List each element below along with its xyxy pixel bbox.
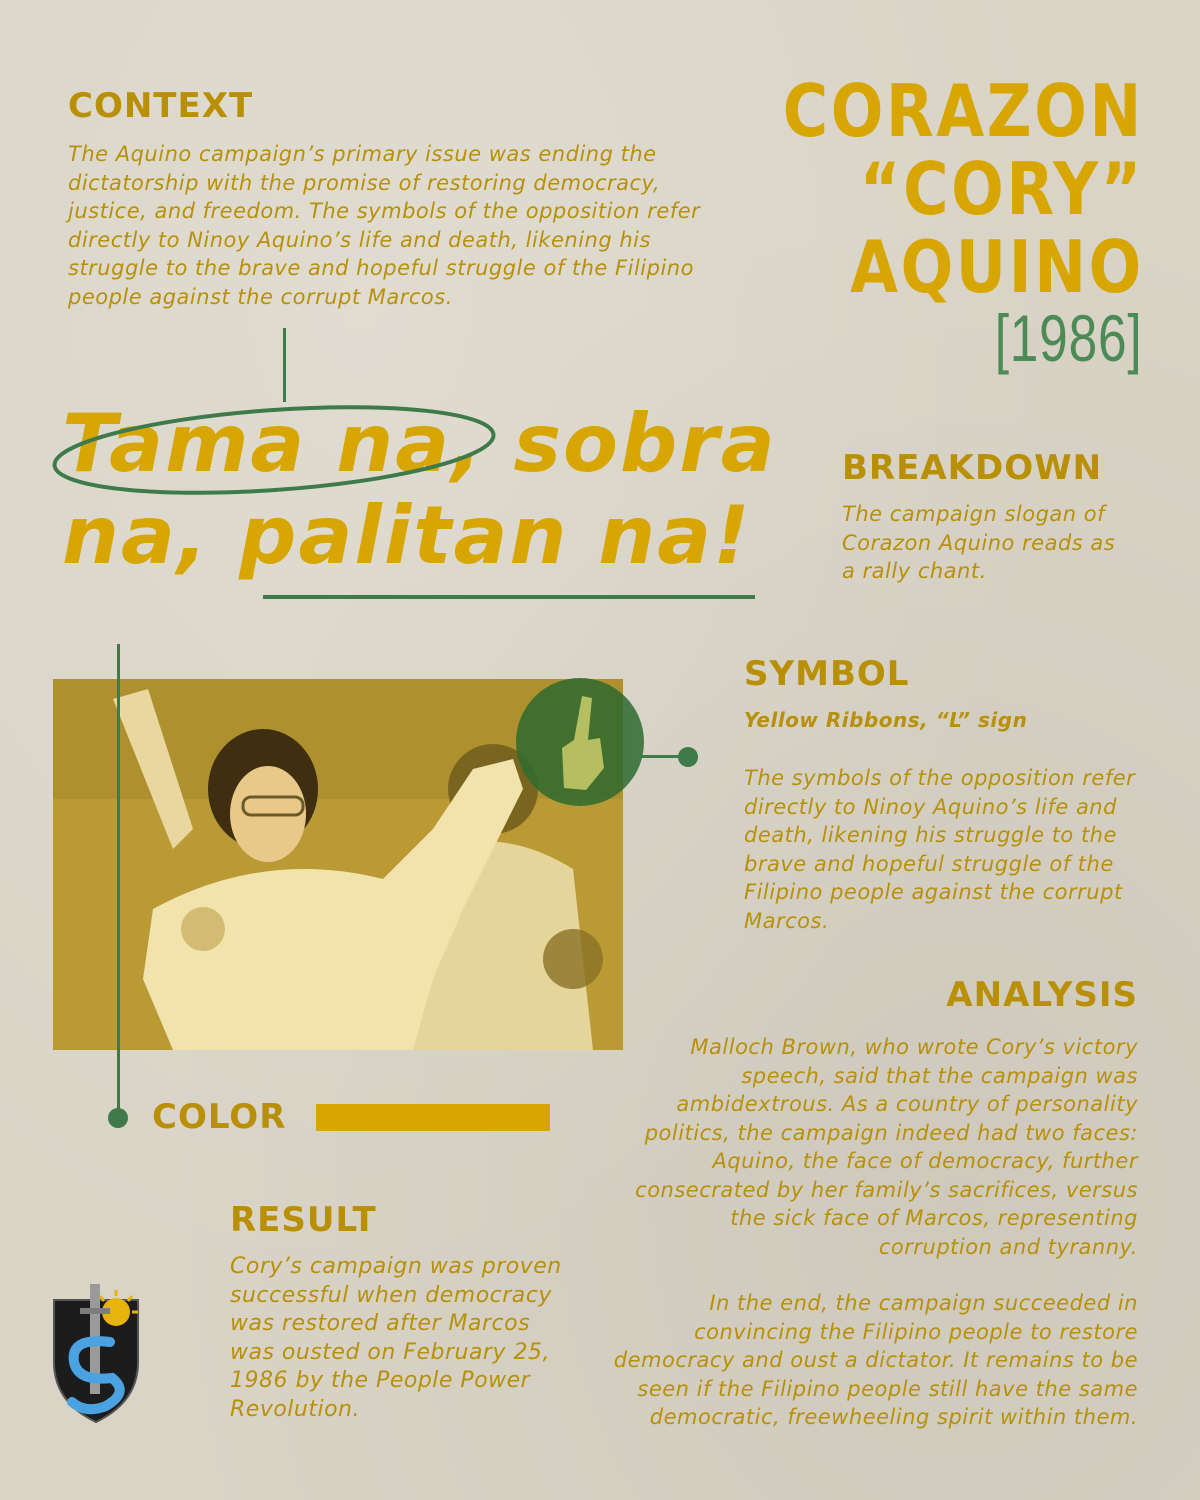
symbol-subheading: Yellow Ribbons, “L” sign <box>744 708 1028 732</box>
page-title <box>782 69 1144 309</box>
breakdown-line: a rally chant. <box>842 559 987 583</box>
analysis-line: convincing the Filipino people to restore <box>694 1319 1138 1344</box>
analysis-text <box>578 1033 1138 1432</box>
analysis-line: democratic, freewheeling spirit within them. <box>649 1405 1138 1429</box>
symbol-line: The symbols of the opposition refer <box>744 766 1136 790</box>
analysis-line: Malloch Brown, who wrote Cory’s victory <box>690 1035 1138 1059</box>
result-line: successful when democracy <box>230 1282 552 1308</box>
shield-sword-sun-logo-icon <box>50 1282 142 1424</box>
color-connector-line <box>117 644 120 1114</box>
title-line: CORAZON <box>782 69 1144 153</box>
breakdown-line: The campaign slogan of <box>842 502 1105 526</box>
symbol-line: death, likening his struggle to the <box>744 823 1117 847</box>
analysis-line: In the end, the campaign succeeded in <box>709 1291 1138 1315</box>
analysis-line: Aquino, the face of democracy, further <box>712 1149 1138 1173</box>
analysis-line: democracy and oust a dictator. It remains to be <box>613 1348 1138 1372</box>
context-line: The Aquino campaign’s primary issue was ending the <box>68 142 657 166</box>
symbol-line: brave and hopeful struggle of the <box>744 851 1114 876</box>
title-line: AQUINO <box>850 225 1144 309</box>
breakdown-line: Corazon Aquino reads as <box>842 530 1116 555</box>
breakdown-heading: BREAKDOWN <box>842 448 1103 488</box>
analysis-line: the sick face of Marcos, representing <box>730 1206 1138 1230</box>
result-line: Cory’s campaign was proven <box>230 1254 562 1279</box>
symbol-line: directly to Ninoy Aquino’s life and <box>744 794 1117 819</box>
analysis-line: seen if the Filipino people still have the same <box>637 1376 1138 1401</box>
color-swatch <box>316 1104 550 1131</box>
paragraph-spacer <box>578 1261 1138 1289</box>
context-line: struggle to the brave and hopeful struggle of the Filipino <box>68 256 694 280</box>
analysis-line: ambidextrous. As a country of personality <box>676 1092 1138 1116</box>
symbol-heading: SYMBOL <box>744 654 910 694</box>
analysis-line: corruption and tyranny. <box>878 1234 1138 1259</box>
result-line: Revolution. <box>230 1396 360 1422</box>
result-text <box>230 1253 590 1424</box>
color-connector-dot <box>108 1108 128 1128</box>
color-heading: COLOR <box>152 1097 287 1137</box>
context-line: people against the corrupt Marcos. <box>68 284 453 309</box>
slogan-line: Tama na, sobra <box>62 397 777 490</box>
context-text <box>68 140 768 311</box>
slogan-underline <box>263 595 755 599</box>
analysis-line: consecrated by her family’s sacrifices, versus <box>635 1177 1138 1202</box>
result-heading: RESULT <box>230 1200 377 1240</box>
breakdown-text <box>842 500 1172 586</box>
context-line: dictatorship with the promise of restoring democracy, <box>68 170 661 195</box>
analysis-heading: ANALYSIS <box>946 975 1138 1015</box>
title-line: “CORY” <box>859 147 1144 231</box>
symbol-connector-dot <box>678 747 698 767</box>
result-line: was restored after Marcos <box>230 1311 531 1336</box>
context-connector-line <box>283 328 286 402</box>
context-heading: CONTEXT <box>68 86 254 126</box>
slogan-line: na, palitan na! <box>62 489 752 582</box>
context-line: directly to Ninoy Aquino’s life and death, likening his <box>68 227 651 252</box>
result-line: was ousted on February 25, <box>230 1339 550 1365</box>
symbol-text <box>744 764 1164 935</box>
analysis-line: speech, said that the campaign was <box>741 1063 1138 1088</box>
result-line: 1986 by the People Power <box>230 1368 531 1393</box>
symbol-line: Marcos. <box>744 908 830 933</box>
slogan-ellipse-mark <box>48 400 508 500</box>
l-sign-hand-icon <box>516 678 644 806</box>
l-sign-highlight-circle <box>516 678 644 806</box>
context-line: justice, and freedom. The symbols of the opposition refer <box>68 199 701 223</box>
title-year: [1986] <box>994 301 1142 375</box>
symbol-line: Filipino people against the corrupt <box>744 880 1123 904</box>
analysis-line: politics, the campaign indeed had two faces: <box>644 1120 1138 1145</box>
